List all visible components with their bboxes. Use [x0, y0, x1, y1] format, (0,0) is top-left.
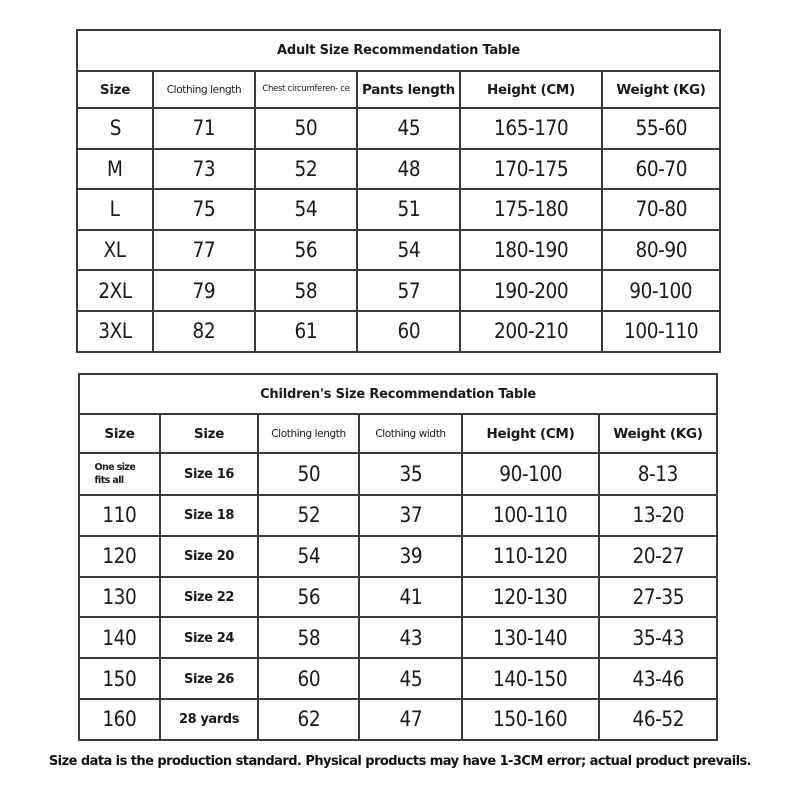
cell-weight: [602, 189, 720, 230]
weight-value: 100-110: [623, 319, 699, 344]
height-value: 120-130: [493, 584, 568, 609]
table-row: [79, 495, 717, 536]
header-clothing-length: Clothing length: [153, 71, 255, 108]
cell-pants-length: [357, 189, 460, 230]
cell-clothing-length: [153, 189, 255, 230]
cell-pants-length: [357, 270, 460, 311]
cell-height: [460, 311, 602, 352]
table-row: [77, 230, 720, 271]
cell-weight: [602, 149, 720, 190]
cell-pants-length: [357, 230, 460, 271]
cell-height: [462, 577, 599, 618]
cell-chest: [255, 311, 357, 352]
table-row: [79, 577, 717, 618]
table-row: [77, 311, 720, 352]
header-pants-length: Pants length: [357, 71, 460, 108]
cell-clothing-length: [258, 536, 359, 577]
size-value: XL: [103, 238, 127, 263]
cell-clothing-width: [359, 536, 462, 577]
children-table-title: Children's Size Recommendation Table: [79, 374, 717, 414]
size-value: 120: [102, 544, 137, 569]
size-value: 150: [102, 666, 137, 691]
size-label-value: Size 20: [183, 549, 235, 565]
cell-clothing-length: [258, 658, 359, 699]
clothing-length-value: 75: [192, 197, 216, 222]
cell-size: [79, 453, 160, 495]
size-label-value: 28 yards: [178, 712, 240, 728]
weight-value: 90-100: [629, 278, 693, 303]
height-value: 170-175: [493, 156, 569, 181]
weight-value: 43-46: [632, 666, 684, 691]
cell-height: [460, 149, 602, 190]
chest-value: 50: [294, 116, 318, 141]
height-value: 180-190: [493, 238, 569, 263]
cell-clothing-width: [359, 453, 462, 495]
cell-size-label: [160, 536, 258, 577]
header-clothing-length: Clothing length: [258, 414, 359, 453]
table-row: [77, 270, 720, 311]
table-row: [77, 189, 720, 230]
cell-pants-length: [357, 311, 460, 352]
cell-size: [77, 108, 153, 149]
cell-height: [462, 536, 599, 577]
clothing-length-value: 77: [192, 238, 216, 263]
cell-chest: [255, 230, 357, 271]
header-chest-circumference: Chest circumferen- ce: [255, 71, 357, 108]
cell-height: [460, 270, 602, 311]
height-value: 200-210: [493, 319, 569, 344]
cell-weight: [599, 453, 717, 495]
clothing-length-value: 82: [192, 319, 216, 344]
cell-clothing-length: [153, 270, 255, 311]
cell-clothing-width: [359, 699, 462, 740]
size-value: One size fits all: [94, 461, 136, 486]
cell-size-label: [160, 658, 258, 699]
cell-size: [79, 617, 160, 658]
height-value: 130-140: [493, 625, 568, 650]
height-value: 140-150: [493, 666, 568, 691]
height-value: 150-160: [493, 707, 568, 732]
cell-weight: [599, 577, 717, 618]
weight-value: 13-20: [632, 503, 684, 528]
header-height: Height (CM): [462, 414, 599, 453]
cell-weight: [599, 536, 717, 577]
pants-length-value: 51: [397, 197, 420, 222]
cell-clothing-length: [153, 230, 255, 271]
clothing-length-value: 56: [297, 584, 320, 609]
clothing-length-value: 52: [297, 503, 320, 528]
chest-value: 61: [294, 319, 318, 344]
size-value: 110: [102, 503, 137, 528]
size-value: 3XL: [98, 319, 132, 344]
height-value: 100-110: [493, 503, 568, 528]
header-weight: Weight (KG): [602, 71, 720, 108]
cell-size: [79, 577, 160, 618]
pants-length-value: 57: [397, 278, 420, 303]
cell-clothing-length: [258, 495, 359, 536]
cell-weight: [602, 311, 720, 352]
cell-clothing-length: [258, 577, 359, 618]
cell-weight: [599, 495, 717, 536]
children-table-header-row: [79, 414, 717, 453]
table-row: [79, 699, 717, 740]
clothing-length-value: 73: [192, 156, 216, 181]
cell-size-label: [160, 617, 258, 658]
weight-value: 70-80: [635, 197, 687, 222]
cell-chest: [255, 189, 357, 230]
cell-weight: [602, 230, 720, 271]
table-row: [79, 617, 717, 658]
cell-clothing-width: [359, 577, 462, 618]
weight-value: 35-43: [632, 625, 684, 650]
cell-clothing-length: [258, 453, 359, 495]
height-value: 110-120: [493, 544, 568, 569]
clothing-width-value: 39: [399, 544, 422, 569]
cell-clothing-width: [359, 495, 462, 536]
cell-weight: [602, 108, 720, 149]
cell-size: [77, 230, 153, 271]
cell-chest: [255, 270, 357, 311]
cell-size: [77, 149, 153, 190]
clothing-length-value: 58: [297, 625, 320, 650]
cell-size: [79, 699, 160, 740]
cell-height: [462, 699, 599, 740]
clothing-width-value: 37: [399, 503, 422, 528]
height-value: 90-100: [499, 462, 562, 486]
cell-size: [79, 495, 160, 536]
header-clothing-width: Clothing width: [359, 414, 462, 453]
clothing-width-value: 45: [399, 666, 422, 691]
weight-value: 20-27: [632, 544, 684, 569]
size-label-value: Size 18: [183, 508, 235, 524]
table-row: [79, 536, 717, 577]
cell-height: [462, 617, 599, 658]
pants-length-value: 45: [397, 116, 420, 141]
cell-clothing-length: [153, 108, 255, 149]
cell-clothing-length: [153, 149, 255, 190]
chest-value: 54: [294, 197, 318, 222]
chest-value: 56: [294, 238, 318, 263]
header-weight: Weight (KG): [599, 414, 717, 453]
table-row: [79, 658, 717, 699]
size-value: 140: [102, 625, 137, 650]
height-value: 190-200: [493, 278, 569, 303]
weight-value: 8-13: [637, 462, 679, 486]
clothing-length-value: 54: [297, 544, 320, 569]
size-value: 2XL: [98, 278, 132, 303]
clothing-width-value: 47: [399, 707, 422, 732]
clothing-length-value: 62: [297, 707, 320, 732]
cell-height: [460, 230, 602, 271]
adult-size-table: [76, 29, 721, 353]
cell-clothing-length: [153, 311, 255, 352]
header-size: Size: [79, 414, 160, 453]
size-value: M: [107, 156, 123, 181]
cell-height: [460, 108, 602, 149]
clothing-length-value: 60: [297, 666, 320, 691]
cell-size-label: [160, 453, 258, 495]
height-value: 165-170: [493, 116, 569, 141]
header-size-label: Size: [160, 414, 258, 453]
cell-chest: [255, 149, 357, 190]
weight-value: 55-60: [635, 116, 687, 141]
size-value: L: [110, 197, 120, 222]
cell-height: [462, 495, 599, 536]
cell-clothing-length: [258, 617, 359, 658]
cell-size: [77, 270, 153, 311]
table-row: [79, 453, 717, 495]
cell-size-label: [160, 699, 258, 740]
table-row: [77, 149, 720, 190]
weight-value: 27-35: [632, 584, 684, 609]
cell-size: [79, 536, 160, 577]
chest-value: 58: [294, 278, 318, 303]
adult-table-header-row: [77, 71, 720, 108]
cell-size-label: [160, 577, 258, 618]
cell-clothing-length: [258, 699, 359, 740]
cell-weight: [599, 617, 717, 658]
chest-value: 52: [294, 156, 318, 181]
pants-length-value: 48: [397, 156, 420, 181]
clothing-length-value: 71: [192, 116, 216, 141]
table-row: [77, 108, 720, 149]
cell-height: [462, 658, 599, 699]
pants-length-value: 60: [397, 319, 420, 344]
size-label-value: Size 26: [183, 671, 235, 687]
header-size: Size: [77, 71, 153, 108]
size-label-value: Size 16: [183, 467, 235, 482]
cell-size: [77, 189, 153, 230]
cell-pants-length: [357, 108, 460, 149]
size-value: S: [109, 116, 121, 141]
cell-weight: [599, 699, 717, 740]
cell-size: [77, 311, 153, 352]
clothing-length-value: 79: [192, 278, 216, 303]
clothing-width-value: 41: [399, 584, 422, 609]
size-label-value: Size 24: [183, 630, 235, 646]
weight-value: 80-90: [635, 238, 687, 263]
footer-note: Size data is the production standard. Physical products may have 1-3CM error; actual product prevails.: [48, 754, 752, 769]
cell-chest: [255, 108, 357, 149]
cell-weight: [599, 658, 717, 699]
cell-clothing-width: [359, 658, 462, 699]
cell-weight: [602, 270, 720, 311]
weight-value: 46-52: [632, 707, 684, 732]
adult-table-title: Adult Size Recommendation Table: [77, 30, 720, 71]
cell-size: [79, 658, 160, 699]
cell-size-label: [160, 495, 258, 536]
clothing-width-value: 35: [399, 462, 422, 486]
pants-length-value: 54: [397, 238, 420, 263]
height-value: 175-180: [493, 197, 569, 222]
cell-pants-length: [357, 149, 460, 190]
size-value: 130: [102, 584, 137, 609]
clothing-length-value: 50: [297, 462, 320, 486]
cell-height: [462, 453, 599, 495]
cell-clothing-width: [359, 617, 462, 658]
cell-height: [460, 189, 602, 230]
size-label-value: Size 22: [183, 589, 235, 605]
header-height: Height (CM): [460, 71, 602, 108]
children-size-table: [78, 373, 718, 741]
weight-value: 60-70: [635, 156, 687, 181]
clothing-width-value: 43: [399, 625, 422, 650]
size-value: 160: [102, 707, 137, 732]
